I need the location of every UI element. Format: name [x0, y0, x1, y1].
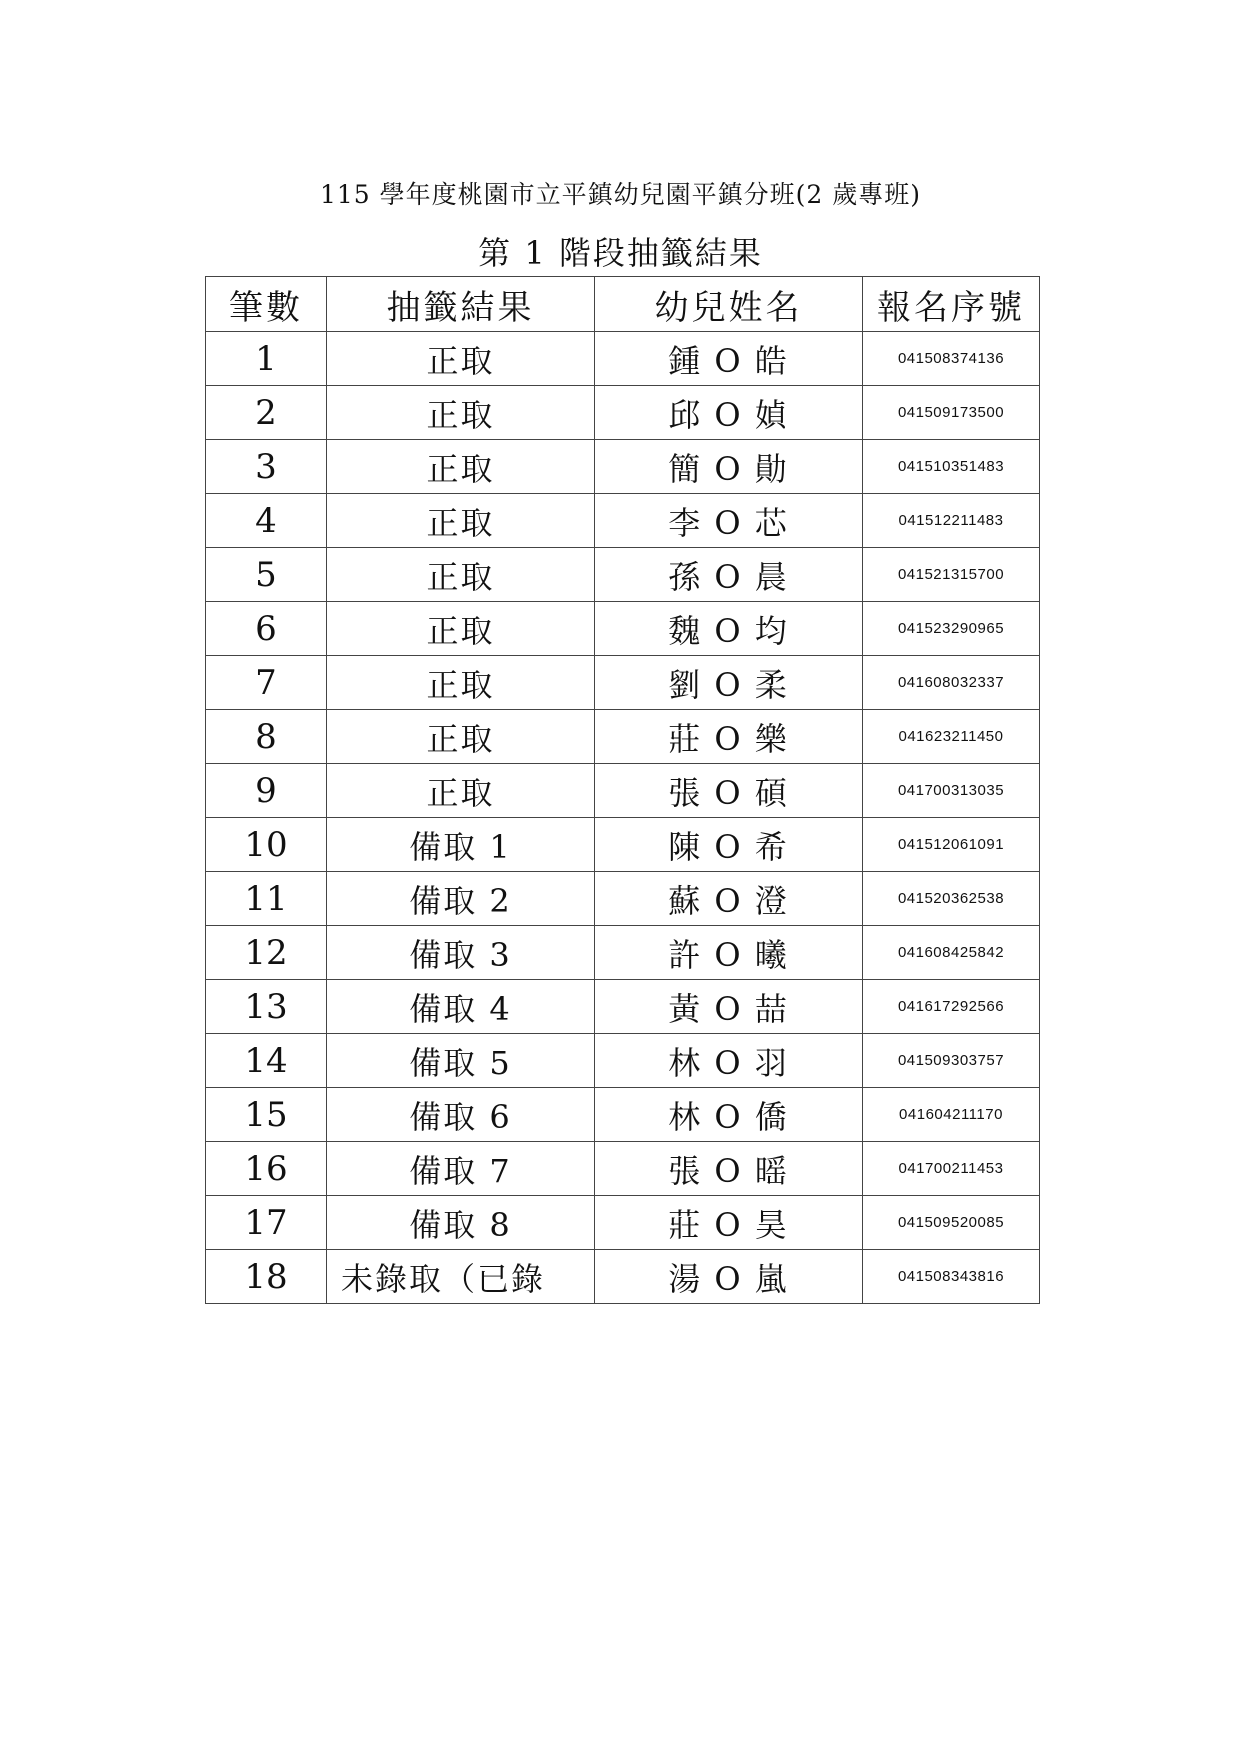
row-draw-result-cell: 未錄取（已錄	[327, 1250, 595, 1304]
row-count-cell: 10	[206, 818, 327, 872]
row-registration-number-cell: 041623211450	[863, 710, 1040, 764]
document-title: 115 學年度桃園市立平鎮幼兒園平鎮分班(2 歲專班)	[319, 180, 922, 209]
row-child-name-cell: 許 O 曦	[595, 926, 863, 980]
row-count-cell: 4	[206, 494, 327, 548]
row-registration-number-cell: 041520362538	[863, 872, 1040, 926]
row-child-name-cell: 湯 O 嵐	[595, 1250, 863, 1304]
row-child-name-cell: 莊 O 樂	[595, 710, 863, 764]
row-child-name-cell: 魏 O 均	[595, 602, 863, 656]
row-child-name-cell: 李 O 芯	[595, 494, 863, 548]
row-child-name-cell: 黃 O 喆	[595, 980, 863, 1034]
row-registration-number-cell: 041700211453	[863, 1142, 1040, 1196]
row-draw-result-cell: 正取	[327, 494, 595, 548]
table-row	[206, 926, 1040, 980]
row-registration-number-cell: 041617292566	[863, 980, 1040, 1034]
row-draw-result-cell: 正取	[327, 386, 595, 440]
row-child-name-cell: 張 O 暚	[595, 1142, 863, 1196]
row-draw-result-cell: 備取 4	[327, 980, 595, 1034]
row-count-cell: 1	[206, 332, 327, 386]
row-draw-result-cell: 正取	[327, 332, 595, 386]
row-registration-number-cell: 041608032337	[863, 656, 1040, 710]
row-registration-number-cell: 041512061091	[863, 818, 1040, 872]
table-row	[206, 764, 1040, 818]
table-row	[206, 494, 1040, 548]
row-registration-number-cell: 041608425842	[863, 926, 1040, 980]
row-draw-result-cell: 備取 1	[327, 818, 595, 872]
row-draw-result-cell: 正取	[327, 548, 595, 602]
row-child-name-cell: 陳 O 希	[595, 818, 863, 872]
row-child-name-cell: 張 O 碩	[595, 764, 863, 818]
row-child-name-cell: 鍾 O 皓	[595, 332, 863, 386]
row-child-name-cell: 林 O 僑	[595, 1088, 863, 1142]
row-count-cell: 8	[206, 710, 327, 764]
table-row	[206, 872, 1040, 926]
table-row	[206, 602, 1040, 656]
row-draw-result-cell: 備取 6	[327, 1088, 595, 1142]
row-child-name-cell: 劉 O 柔	[595, 656, 863, 710]
table-row	[206, 440, 1040, 494]
document-subtitle: 第 1 階段抽籤結果	[478, 234, 763, 272]
row-registration-number-cell: 041523290965	[863, 602, 1040, 656]
row-count-cell: 12	[206, 926, 327, 980]
row-count-cell: 11	[206, 872, 327, 926]
header-draw-result: 抽籤結果	[327, 277, 595, 332]
row-count-cell: 17	[206, 1196, 327, 1250]
row-registration-number-cell: 041509173500	[863, 386, 1040, 440]
row-draw-result-cell: 備取 5	[327, 1034, 595, 1088]
row-child-name-cell: 簡 O 勛	[595, 440, 863, 494]
row-draw-result-cell: 正取	[327, 602, 595, 656]
row-registration-number-cell: 041509303757	[863, 1034, 1040, 1088]
table-row	[206, 386, 1040, 440]
row-child-name-cell: 邱 O 媜	[595, 386, 863, 440]
row-count-cell: 18	[206, 1250, 327, 1304]
row-draw-result-cell: 正取	[327, 764, 595, 818]
header-registration-number: 報名序號	[863, 277, 1040, 332]
row-child-name-cell: 蘇 O 澄	[595, 872, 863, 926]
row-draw-result-cell: 備取 3	[327, 926, 595, 980]
row-draw-result-cell: 正取	[327, 710, 595, 764]
row-count-cell: 15	[206, 1088, 327, 1142]
row-registration-number-cell: 041508343816	[863, 1250, 1040, 1304]
row-count-cell: 14	[206, 1034, 327, 1088]
row-registration-number-cell: 041508374136	[863, 332, 1040, 386]
row-registration-number-cell: 041521315700	[863, 548, 1040, 602]
row-draw-result-cell: 正取	[327, 440, 595, 494]
table-row	[206, 1088, 1040, 1142]
row-registration-number-cell: 041510351483	[863, 440, 1040, 494]
row-count-cell: 9	[206, 764, 327, 818]
table-row	[206, 980, 1040, 1034]
table-row	[206, 332, 1040, 386]
table-header-row	[206, 277, 1040, 332]
lottery-results-table	[205, 276, 1040, 1304]
header-count: 筆數	[206, 277, 327, 332]
table-row	[206, 548, 1040, 602]
row-draw-result-cell: 備取 2	[327, 872, 595, 926]
header-child-name: 幼兒姓名	[595, 277, 863, 332]
row-registration-number-cell: 041700313035	[863, 764, 1040, 818]
row-draw-result-cell: 正取	[327, 656, 595, 710]
row-child-name-cell: 莊 O 昊	[595, 1196, 863, 1250]
table-row	[206, 818, 1040, 872]
table-row	[206, 1034, 1040, 1088]
row-draw-result-cell: 備取 7	[327, 1142, 595, 1196]
table-row	[206, 656, 1040, 710]
row-count-cell: 16	[206, 1142, 327, 1196]
row-child-name-cell: 孫 O 晨	[595, 548, 863, 602]
row-count-cell: 3	[206, 440, 327, 494]
row-count-cell: 6	[206, 602, 327, 656]
table-row	[206, 1142, 1040, 1196]
table-row	[206, 710, 1040, 764]
row-count-cell: 13	[206, 980, 327, 1034]
row-count-cell: 5	[206, 548, 327, 602]
row-draw-result-cell: 備取 8	[327, 1196, 595, 1250]
table-row	[206, 1196, 1040, 1250]
row-count-cell: 7	[206, 656, 327, 710]
row-registration-number-cell: 041604211170	[863, 1088, 1040, 1142]
row-registration-number-cell: 041512211483	[863, 494, 1040, 548]
row-registration-number-cell: 041509520085	[863, 1196, 1040, 1250]
row-count-cell: 2	[206, 386, 327, 440]
row-child-name-cell: 林 O 羽	[595, 1034, 863, 1088]
table-row	[206, 1250, 1040, 1304]
table-body	[206, 332, 1040, 1304]
